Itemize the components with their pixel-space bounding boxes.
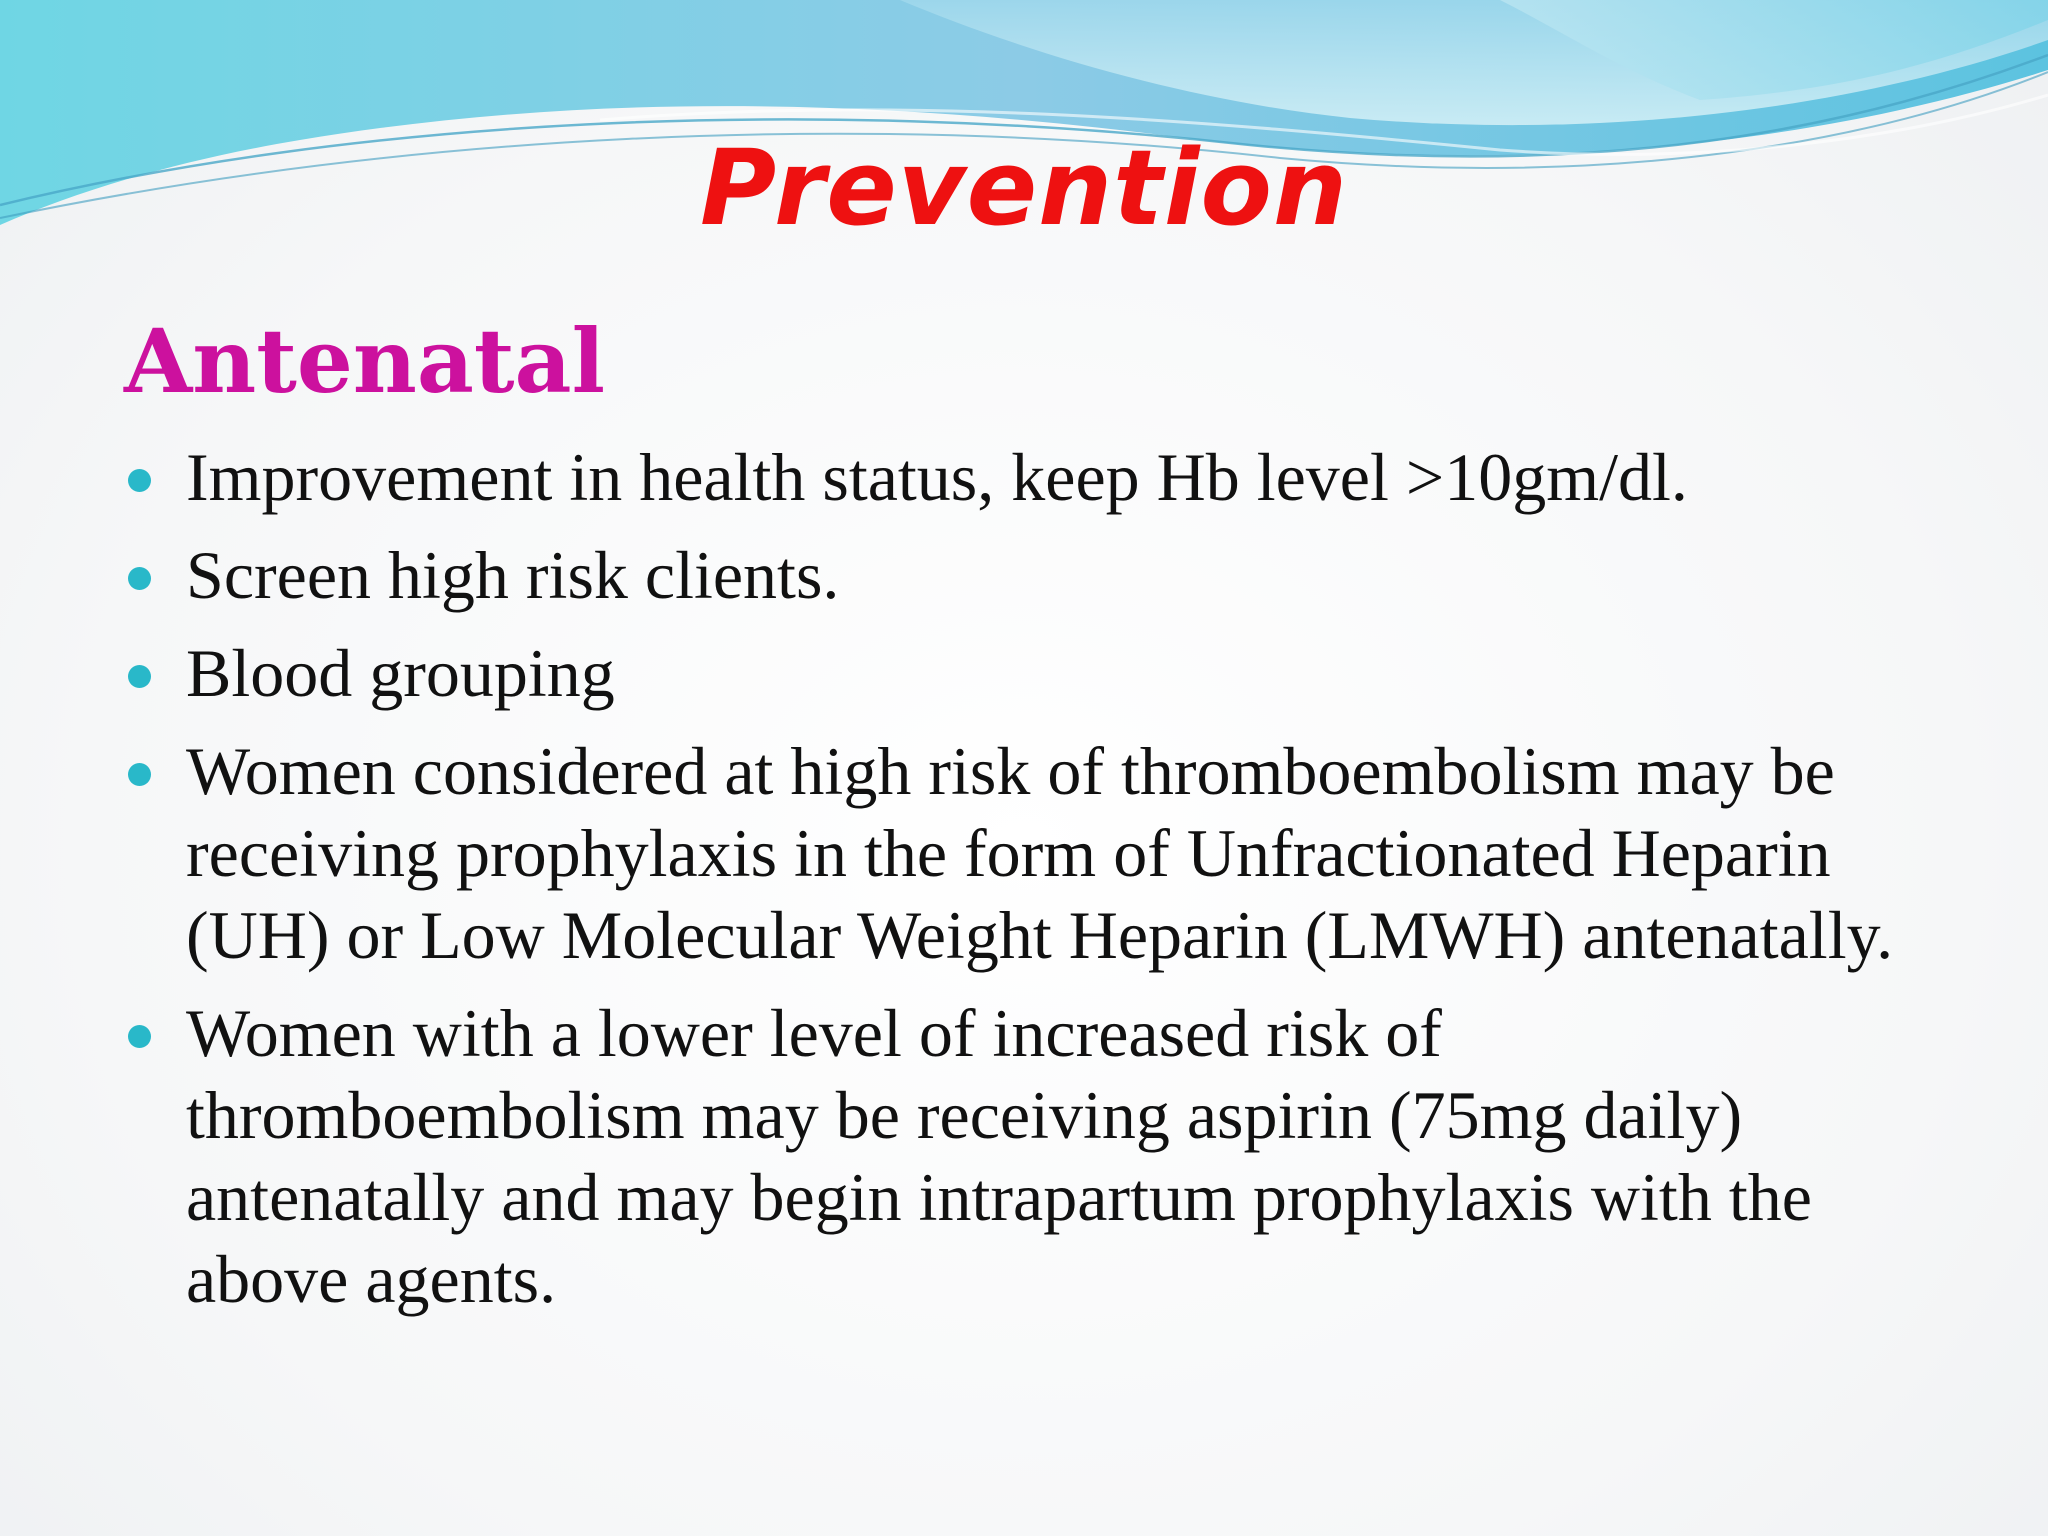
bullet-dot-icon (128, 1025, 151, 1048)
bullet-item (128, 436, 1948, 518)
bullet-text: Improvement in health status, keep Hb level >10gm/dl. (186, 439, 1688, 515)
bullet-text: Screen high risk clients. (186, 537, 840, 613)
bullet-item (128, 632, 1948, 714)
bullet-dot-icon (128, 763, 151, 786)
bullet-text: Women considered at high risk of thromboembolism may be receiving prophylaxis in the form of Unfractionated Heparin (UH) or Low Molecular Weight Heparin (LMWH) antenatally. (186, 733, 1894, 973)
bullet-text: Women with a lower level of increased risk of thromboembolism may be receiving aspirin (75mg daily) antenatally and may begin intrapartum prophylaxis with the above agents. (186, 995, 1812, 1317)
bullet-item (128, 992, 1948, 1320)
section-subtitle: Antenatal (124, 309, 605, 413)
bullet-dot-icon (128, 567, 151, 590)
bullet-item (128, 534, 1948, 616)
bullet-dot-icon (128, 469, 151, 492)
slide-title: Prevention (699, 127, 1349, 249)
bullet-list (128, 436, 1948, 1336)
bullet-text: Blood grouping (186, 635, 615, 711)
bullet-item (128, 730, 1948, 976)
bullet-dot-icon (128, 665, 151, 688)
